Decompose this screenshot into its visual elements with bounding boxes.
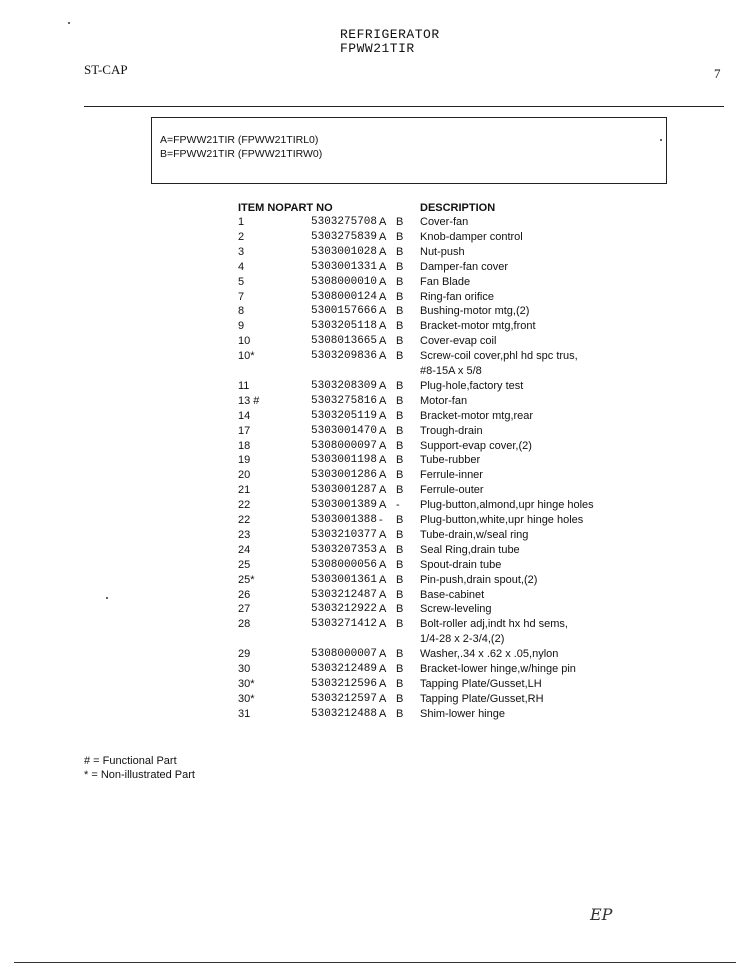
part-description: Ring-fan orifice <box>420 290 494 303</box>
item-number: 22 <box>238 514 251 526</box>
item-number: 25* <box>238 573 255 586</box>
model-a-flag: A <box>379 499 387 512</box>
column-header-item-no: ITEM NO <box>238 202 284 214</box>
part-number: 5303212488 <box>311 707 378 720</box>
model-a-flag: - <box>379 514 383 526</box>
part-number: 5303209836 <box>311 350 378 363</box>
part-number: 5303001028 <box>311 245 378 258</box>
table-row <box>0 410 750 425</box>
model-a-flag: A <box>379 618 387 631</box>
part-description: Bushing-motor mtg,(2) <box>420 305 530 318</box>
table-row <box>0 603 750 618</box>
legend-functional-part: # = Functional Part <box>84 755 177 767</box>
item-number: 20 <box>238 469 251 482</box>
model-b-flag: B <box>396 603 404 616</box>
part-description: Pin-push,drain spout,(2) <box>420 573 538 586</box>
part-number: 5303001388 <box>311 514 378 526</box>
model-a-flag: A <box>379 305 387 318</box>
part-description-continued: 1/4-28 x 2-3/4,(2) <box>420 633 505 646</box>
model-a-flag: A <box>379 424 387 437</box>
model-b-flag: B <box>396 454 404 467</box>
model-a-flag: A <box>379 573 387 586</box>
table-row <box>0 589 750 604</box>
item-number: 13 # <box>238 394 260 407</box>
item-number: 3 <box>238 245 245 258</box>
part-description: Trough-drain <box>420 424 483 437</box>
item-number: 29 <box>238 648 251 661</box>
model-b-flag: B <box>396 350 404 363</box>
part-description: Support-evap cover,(2) <box>420 439 532 452</box>
parts-table-header <box>0 202 750 217</box>
column-header-part-no: PART NO <box>284 202 333 214</box>
model-b-flag: B <box>396 588 404 601</box>
model-a-flag: A <box>379 692 387 705</box>
item-number: 30* <box>238 692 255 705</box>
table-row <box>0 648 750 663</box>
part-description: Cover-fan <box>420 216 469 228</box>
model-a-flag: A <box>379 663 387 675</box>
table-row <box>0 663 750 678</box>
table-row <box>0 276 750 291</box>
model-a-flag: A <box>379 230 387 243</box>
part-number: 5303205119 <box>311 409 378 422</box>
part-description: Tube-rubber <box>420 454 481 467</box>
item-number: 30* <box>238 677 255 690</box>
table-row <box>0 231 750 246</box>
table-row <box>0 395 750 410</box>
model-b-flag: B <box>396 707 404 720</box>
part-number: 5308013665 <box>311 335 378 348</box>
part-description: Tube-drain,w/seal ring <box>420 528 529 541</box>
model-b-flag: - <box>396 499 400 512</box>
table-row <box>0 514 750 529</box>
part-description: Bolt-roller adj,indt hx hd sems, <box>420 618 568 631</box>
part-number: 5303208309 <box>311 379 378 392</box>
part-description: Nut-push <box>420 245 465 258</box>
table-row <box>0 454 750 469</box>
model-b-flag: B <box>396 528 404 541</box>
item-number: 18 <box>238 439 251 452</box>
part-number: 5303212487 <box>311 588 378 601</box>
model-a-flag: A <box>379 603 387 616</box>
item-number: 8 <box>238 305 245 318</box>
item-number: 21 <box>238 484 251 497</box>
part-number: 5303001361 <box>311 573 378 586</box>
item-number: 5 <box>238 275 245 288</box>
model-b-flag: B <box>396 409 404 422</box>
model-a-flag: A <box>379 394 387 407</box>
model-b-flag: B <box>396 484 404 497</box>
part-description: Plug-button,white,upr hinge holes <box>420 514 584 526</box>
table-row <box>0 261 750 276</box>
model-a-flag: A <box>379 409 387 422</box>
part-description: Screw-coil cover,phl hd spc trus, <box>420 350 578 363</box>
part-description: Knob-damper control <box>420 230 523 243</box>
scan-speck <box>106 597 108 599</box>
part-number: 5303212489 <box>311 663 378 675</box>
model-b-flag: B <box>396 379 404 392</box>
model-b-flag: B <box>396 394 404 407</box>
table-row <box>0 350 750 380</box>
model-legend-box <box>151 117 667 184</box>
item-number: 2 <box>238 230 245 243</box>
header-divider <box>84 106 724 107</box>
part-description: Screw-leveling <box>420 603 492 616</box>
handwritten-initials: EP <box>590 905 613 924</box>
item-number: 31 <box>238 707 251 720</box>
model-b-flag: B <box>396 543 404 556</box>
model-a-flag: A <box>379 648 387 661</box>
part-number: 5303212922 <box>311 603 378 616</box>
model-b-flag: B <box>396 216 404 228</box>
part-description: Plug-hole,factory test <box>420 379 524 392</box>
part-number: 5303207353 <box>311 543 378 556</box>
table-row <box>0 484 750 499</box>
part-description-continued: #8-15A x 5/8 <box>420 364 482 377</box>
model-b-flag: B <box>396 424 404 437</box>
part-number: 5303271412 <box>311 618 378 631</box>
part-description: Fan Blade <box>420 275 471 288</box>
model-a-flag: A <box>379 588 387 601</box>
model-b-flag: B <box>396 335 404 348</box>
item-number: 11 <box>238 379 250 392</box>
part-number: 5303275816 <box>311 394 378 407</box>
part-description: Damper-fan cover <box>420 260 509 273</box>
item-number: 23 <box>238 528 251 541</box>
table-row <box>0 693 750 708</box>
item-number: 9 <box>238 320 245 333</box>
part-number: 5303205118 <box>311 320 378 333</box>
table-row <box>0 574 750 589</box>
table-row <box>0 380 750 395</box>
table-row <box>0 529 750 544</box>
part-description: Shim-lower hinge <box>420 707 505 720</box>
section-code: ST-CAP <box>84 62 128 77</box>
part-number: 5308000007 <box>311 648 378 661</box>
item-number: 26 <box>238 588 251 601</box>
model-a-flag: A <box>379 677 387 690</box>
model-b-label: B=FPWW21TIR (FPWW21TIRW0) <box>160 148 323 160</box>
model-a-label: A=FPWW21TIR (FPWW21TIRL0) <box>160 134 319 146</box>
part-number: 5300157666 <box>311 305 378 318</box>
model-b-flag: B <box>396 469 404 482</box>
item-number: 17 <box>238 424 251 437</box>
model-b-flag: B <box>396 677 404 690</box>
part-number: 5308000124 <box>311 290 378 303</box>
item-number: 25 <box>238 558 251 571</box>
item-number: 14 <box>238 409 251 422</box>
table-row <box>0 499 750 514</box>
model-a-flag: A <box>379 350 387 363</box>
item-number: 4 <box>238 260 245 273</box>
model-b-flag: B <box>396 648 404 661</box>
item-number: 30 <box>238 663 251 675</box>
part-number: 5303212596 <box>311 677 378 690</box>
table-row <box>0 216 750 231</box>
model-a-flag: A <box>379 216 387 228</box>
item-number: 19 <box>238 454 251 467</box>
table-row <box>0 708 750 723</box>
item-number: 10 <box>238 335 251 348</box>
model-a-flag: A <box>379 290 387 303</box>
table-row <box>0 440 750 455</box>
scan-speck <box>68 22 70 24</box>
table-row <box>0 469 750 484</box>
part-number: 5303210377 <box>311 528 378 541</box>
part-description: Ferrule-outer <box>420 484 484 497</box>
item-number: 10* <box>238 350 255 363</box>
table-row <box>0 618 750 648</box>
part-description: Bracket-lower hinge,w/hinge pin <box>420 663 576 675</box>
model-a-flag: A <box>379 245 387 258</box>
model-b-flag: B <box>396 558 404 571</box>
item-number: 24 <box>238 543 251 556</box>
part-description: Ferrule-inner <box>420 469 483 482</box>
part-number: 5308000010 <box>311 275 378 288</box>
part-number: 5303212597 <box>311 692 378 705</box>
model-b-flag: B <box>396 663 404 675</box>
part-number: 5303001198 <box>311 454 378 467</box>
model-b-flag: B <box>396 260 404 273</box>
item-number: 1 <box>238 216 245 228</box>
item-number: 28 <box>238 618 251 631</box>
model-a-flag: A <box>379 484 387 497</box>
model-a-flag: A <box>379 335 387 348</box>
part-number: 5303001389 <box>311 499 378 512</box>
model-b-flag: B <box>396 439 404 452</box>
model-a-flag: A <box>379 707 387 720</box>
part-description: Washer,.34 x .62 x .05,nylon <box>420 648 559 661</box>
part-description: Motor-fan <box>420 394 468 407</box>
part-description: Plug-button,almond,upr hinge holes <box>420 499 594 512</box>
model-a-flag: A <box>379 528 387 541</box>
table-row <box>0 425 750 440</box>
part-description: Bracket-motor mtg,front <box>420 320 536 333</box>
part-number: 5303001286 <box>311 469 378 482</box>
part-number: 5308000097 <box>311 439 378 452</box>
table-row <box>0 246 750 261</box>
model-b-flag: B <box>396 275 404 288</box>
model-b-flag: B <box>396 618 404 631</box>
part-description: Cover-evap coil <box>420 335 497 348</box>
part-number: 5303275708 <box>311 216 378 228</box>
model-b-flag: B <box>396 692 404 705</box>
column-header-description: DESCRIPTION <box>420 202 496 214</box>
model-number-title: FPWW21TIR <box>340 41 415 56</box>
model-a-flag: A <box>379 469 387 482</box>
document-title: REFRIGERATOR <box>340 27 440 42</box>
model-a-flag: A <box>379 543 387 556</box>
item-number: 22 <box>238 499 251 512</box>
item-number: 7 <box>238 290 245 303</box>
part-description: Bracket-motor mtg,rear <box>420 409 534 422</box>
part-description: Spout-drain tube <box>420 558 502 571</box>
part-description: Seal Ring,drain tube <box>420 543 520 556</box>
table-row <box>0 305 750 320</box>
table-row <box>0 320 750 335</box>
model-b-flag: B <box>396 320 404 333</box>
part-description: Base-cabinet <box>420 588 485 601</box>
legend-non-illustrated-part: * = Non-illustrated Part <box>84 769 195 781</box>
table-row <box>0 291 750 306</box>
table-row <box>0 335 750 350</box>
model-b-flag: B <box>396 514 404 526</box>
part-number: 5303001470 <box>311 424 378 437</box>
model-a-flag: A <box>379 320 387 333</box>
model-b-flag: B <box>396 573 404 586</box>
part-number: 5303001331 <box>311 260 378 273</box>
model-b-flag: B <box>396 290 404 303</box>
part-description: Tapping Plate/Gusset,RH <box>420 692 544 705</box>
model-a-flag: A <box>379 260 387 273</box>
item-number: 27 <box>238 603 251 616</box>
footer-divider <box>14 962 736 963</box>
model-b-flag: B <box>396 245 404 258</box>
model-a-flag: A <box>379 439 387 452</box>
model-a-flag: A <box>379 379 387 392</box>
page-number: 7 <box>714 66 721 81</box>
model-b-flag: B <box>396 230 404 243</box>
model-a-flag: A <box>379 275 387 288</box>
model-a-flag: A <box>379 558 387 571</box>
part-number: 5303275839 <box>311 230 378 243</box>
part-number: 5303001287 <box>311 484 378 497</box>
part-number: 5308000056 <box>311 558 378 571</box>
model-a-flag: A <box>379 454 387 467</box>
table-row <box>0 544 750 559</box>
scan-speck <box>660 139 662 141</box>
table-row <box>0 678 750 693</box>
table-row <box>0 559 750 574</box>
model-b-flag: B <box>396 305 404 318</box>
part-description: Tapping Plate/Gusset,LH <box>420 677 542 690</box>
